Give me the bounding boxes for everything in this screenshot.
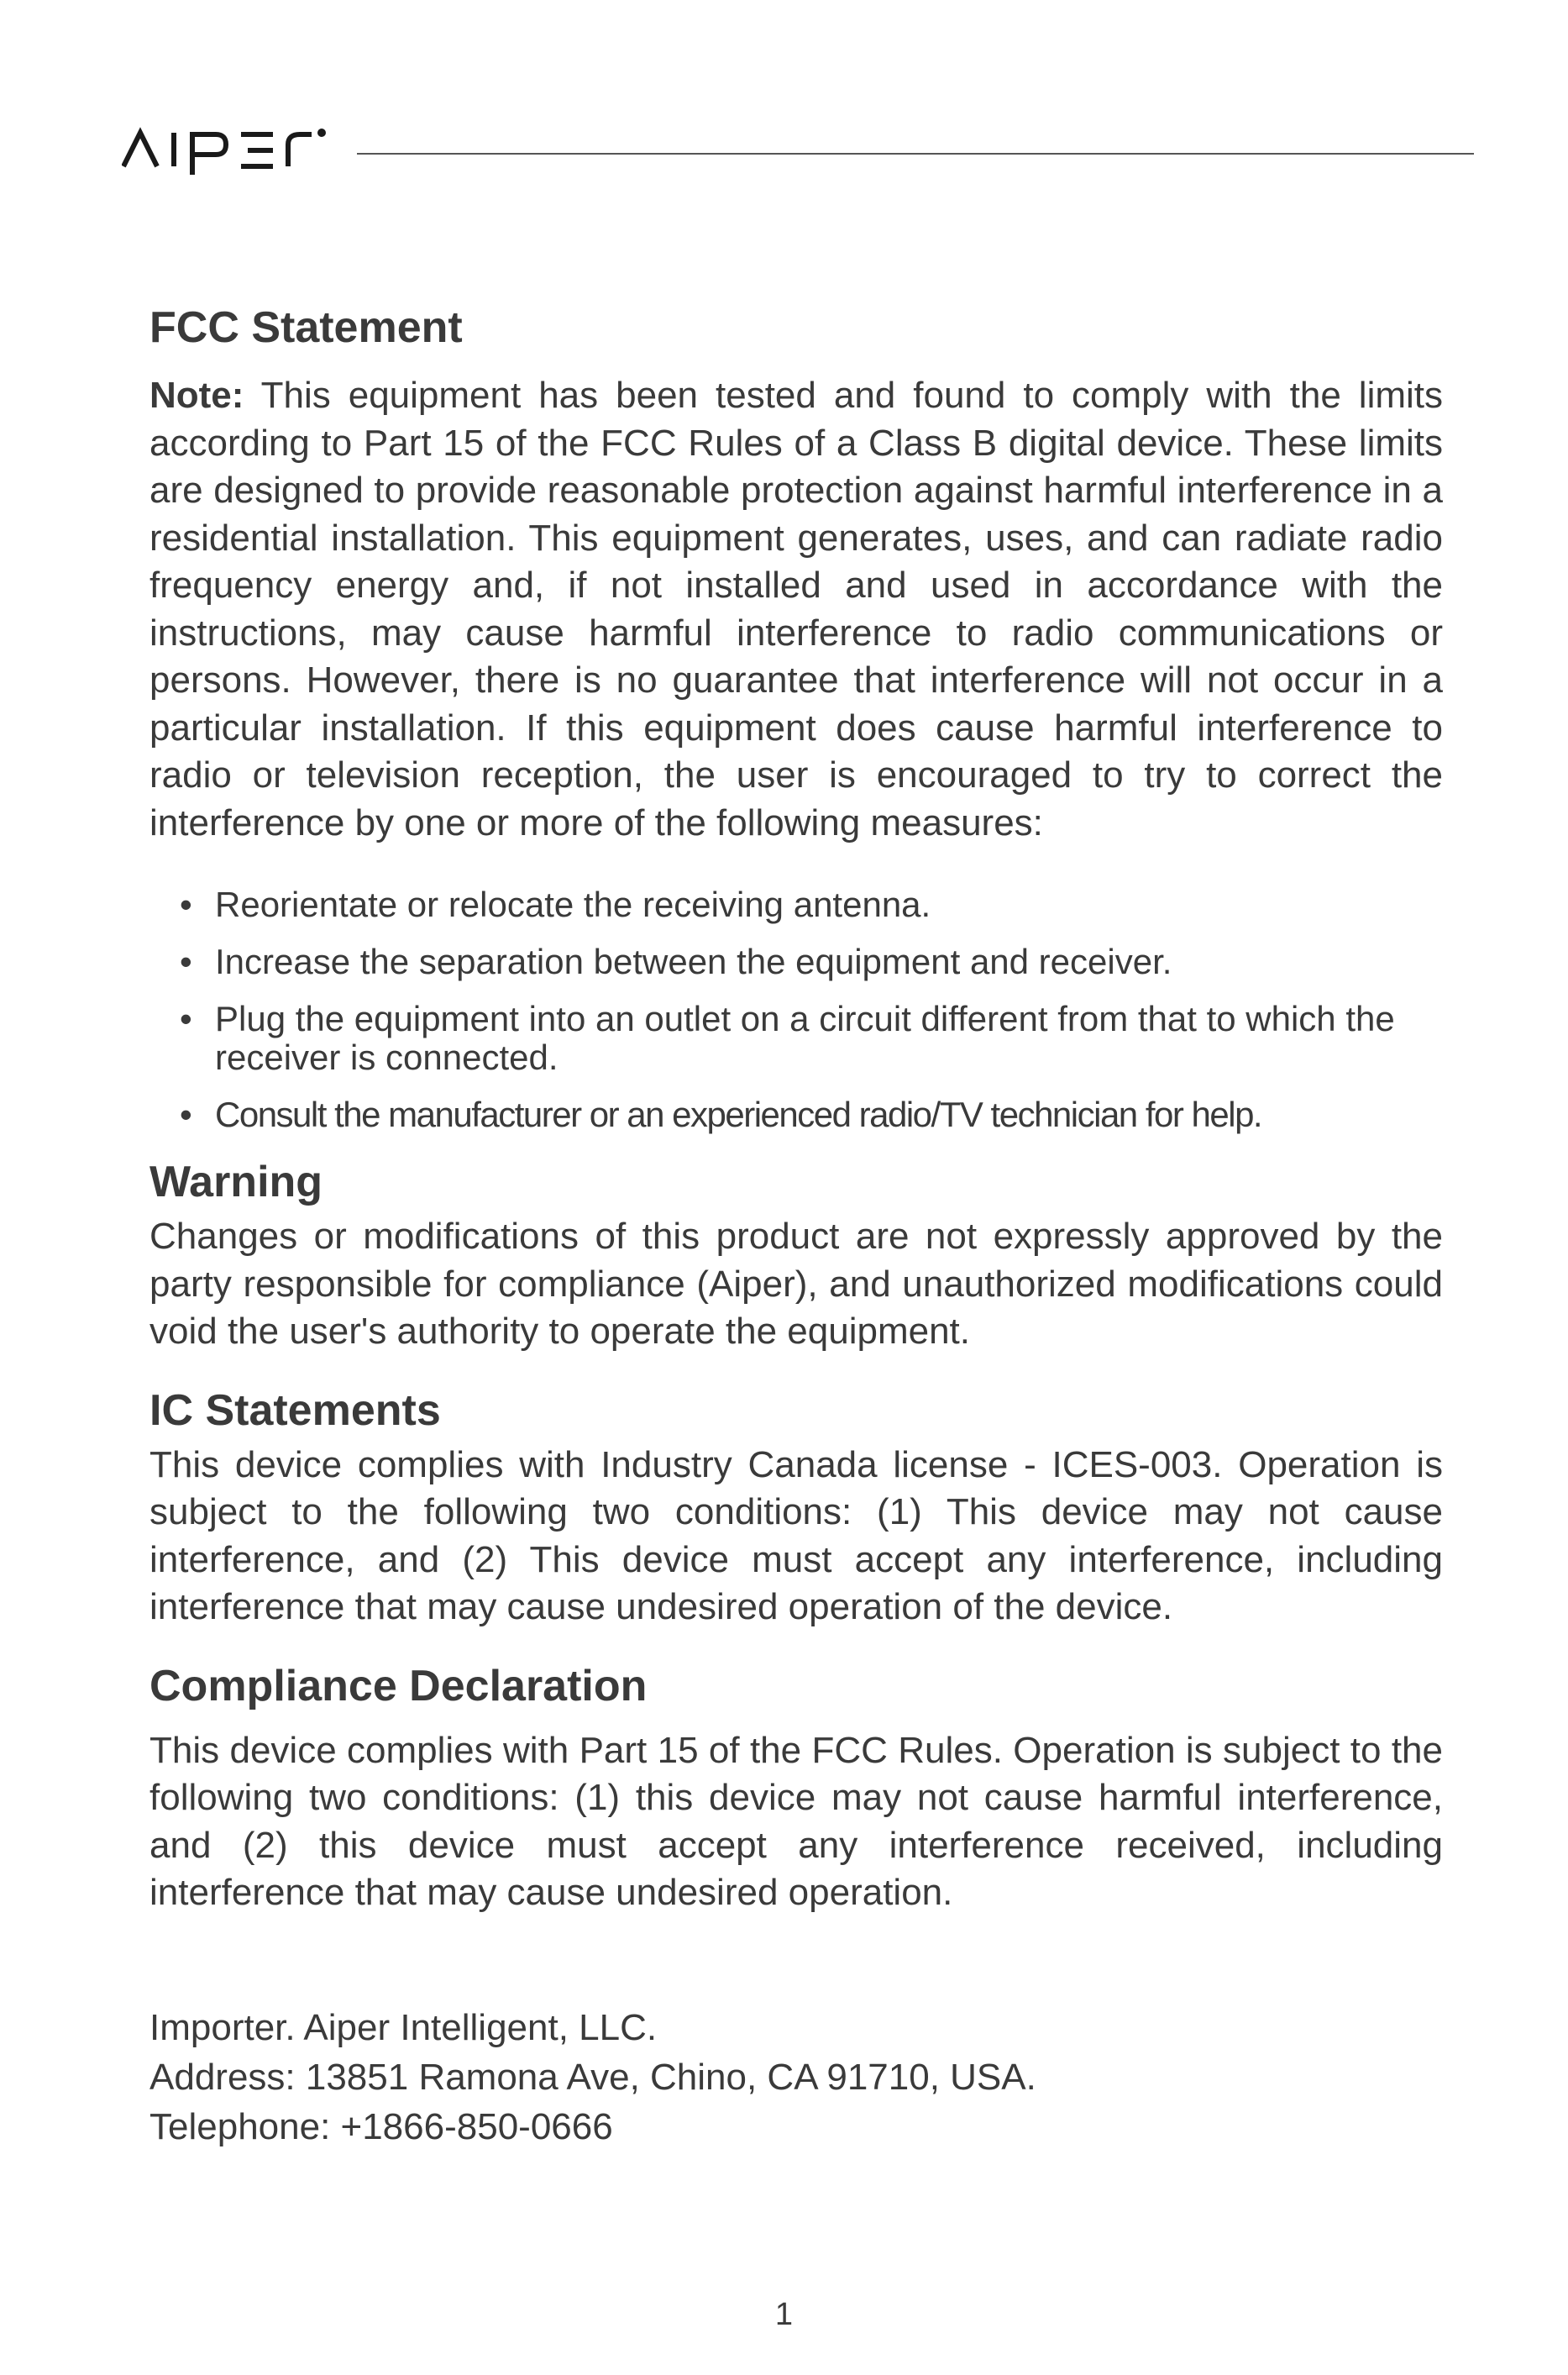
list-item: • Increase the separation between the equipment and receiver.: [180, 942, 1172, 981]
fcc-statement-title: FCC Statement: [149, 303, 463, 352]
page-header: [122, 118, 1466, 185]
telephone-line: Telephone: +1866-850-0666: [149, 2105, 613, 2147]
compliance-declaration-title: Compliance Declaration: [149, 1661, 648, 1710]
list-item: • Plug the equipment into an outlet on a circuit different from that to which the receiver is connected.: [180, 999, 1395, 1077]
measures-list: [149, 885, 1443, 1134]
note-text: This equipment has been tested and found to comply with the limits according to Part 15 of the FCC Rules of a Class B digital device. These limits are designed to provide reasonable protection against harmful interference in a residential installation. This equipment generates, uses, and can radiate radio frequency energy and, if not installed and used in accordance with the instructions, may cause harmful interference to radio communications or persons. However, there is no guarantee that interference will not occur in a particular installation. If this equipment does cause harmful interference to radio or television reception, the user is encouraged to try to correct the interference by one or more of the following measures:: [149, 375, 1443, 843]
fcc-note-paragraph: [149, 372, 1443, 847]
bullet-icon: •: [180, 999, 192, 1038]
list-item: • Consult the manufacturer or an experienced radio/TV technician for help.: [180, 1095, 1262, 1134]
bullet-icon: •: [180, 942, 192, 981]
warning-title: Warning: [149, 1158, 323, 1206]
address-line: Address: 13851 Ramona Ave, Chino, CA 91710, USA.: [149, 2056, 1036, 2098]
aiper-logo: [122, 123, 332, 181]
ic-paragraph: This device complies with Industry Canada license - ICES-003. Operation is subject to the following two conditions: (1) This device may not cause interference, and (2) This device must accept any interference, including interference that may cause undesired operation of the device.: [149, 1443, 1443, 1627]
warning-paragraph: Changes or modifications of this product are not expressly approved by the party responsible for compliance (Aiper), and unauthorized modifications could void the user's authority to operate the equipment.: [149, 1216, 1443, 1352]
bullet-icon: •: [180, 885, 192, 924]
note-label: Note:: [149, 375, 244, 416]
header-divider: [357, 153, 1474, 155]
compliance-paragraph: This device complies with Part 15 of the FCC Rules. Operation is subject to the following two conditions: (1) this device may not cause harmful interference, and (2) this device must accept any interference received, including interference that may cause undesired operation.: [149, 1729, 1443, 1913]
importer-info: [149, 2003, 1443, 2152]
list-item: • Reorientate or relocate the receiving antenna.: [180, 885, 931, 924]
aiper-logo-mark: [122, 123, 332, 181]
bullet-icon: •: [180, 1095, 191, 1134]
importer-line: Importer. Aiper Intelligent, LLC.: [149, 2006, 658, 2048]
document-body: [149, 298, 1443, 2152]
page-number: 1: [774, 2297, 794, 2332]
ic-statements-title: IC Statements: [149, 1385, 441, 1435]
